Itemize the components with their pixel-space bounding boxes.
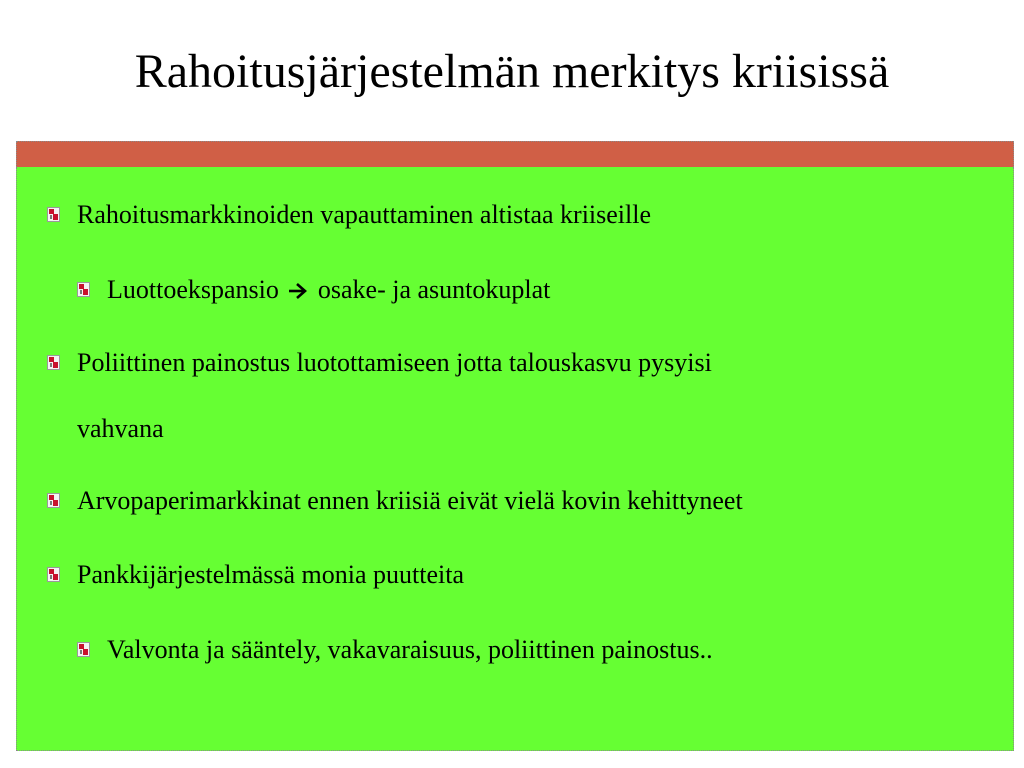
- slide-title: Rahoitusjärjestelmän merkitys kriisissä: [134, 45, 890, 98]
- bullet-item: [77, 542, 464, 608]
- sub-bullet-item: [107, 257, 550, 323]
- bullet-text: Valvonta ja sääntely, vakavaraisuus, poliittinen painostus..: [107, 635, 713, 664]
- bullet-text-line2: vahvana: [77, 414, 164, 443]
- bullet-icon: [47, 493, 60, 508]
- bullet-icon: [47, 355, 60, 370]
- bullet-icon: [77, 282, 90, 297]
- bullet-item: [77, 468, 743, 534]
- bullet-text-line1: Poliittinen painostus luotottamiseen jotta talouskasvu pysyisi: [77, 348, 712, 377]
- bullet-icon: [77, 642, 90, 657]
- content-panel: [16, 167, 1014, 751]
- bullet-text: Rahoitusmarkkinoiden vapauttaminen altistaa kriiseille: [77, 200, 652, 229]
- bullet-item: [77, 330, 712, 462]
- bullet-text-before: Luottoekspansio: [107, 275, 279, 304]
- bullet-text-after: osake- ja asuntokuplat: [317, 275, 551, 304]
- bullet-text: Pankkijärjestelmässä monia puutteita: [77, 560, 465, 589]
- arrow-right-icon: [287, 282, 309, 300]
- bullet-icon: [47, 567, 60, 582]
- sub-bullet-item: [107, 617, 713, 683]
- bullet-icon: [47, 207, 60, 222]
- bullet-item: [77, 182, 651, 248]
- bullet-text: Arvopaperimarkkinat ennen kriisiä eivät vielä kovin kehittyneet: [77, 486, 743, 515]
- header-divider-bar: [16, 141, 1014, 167]
